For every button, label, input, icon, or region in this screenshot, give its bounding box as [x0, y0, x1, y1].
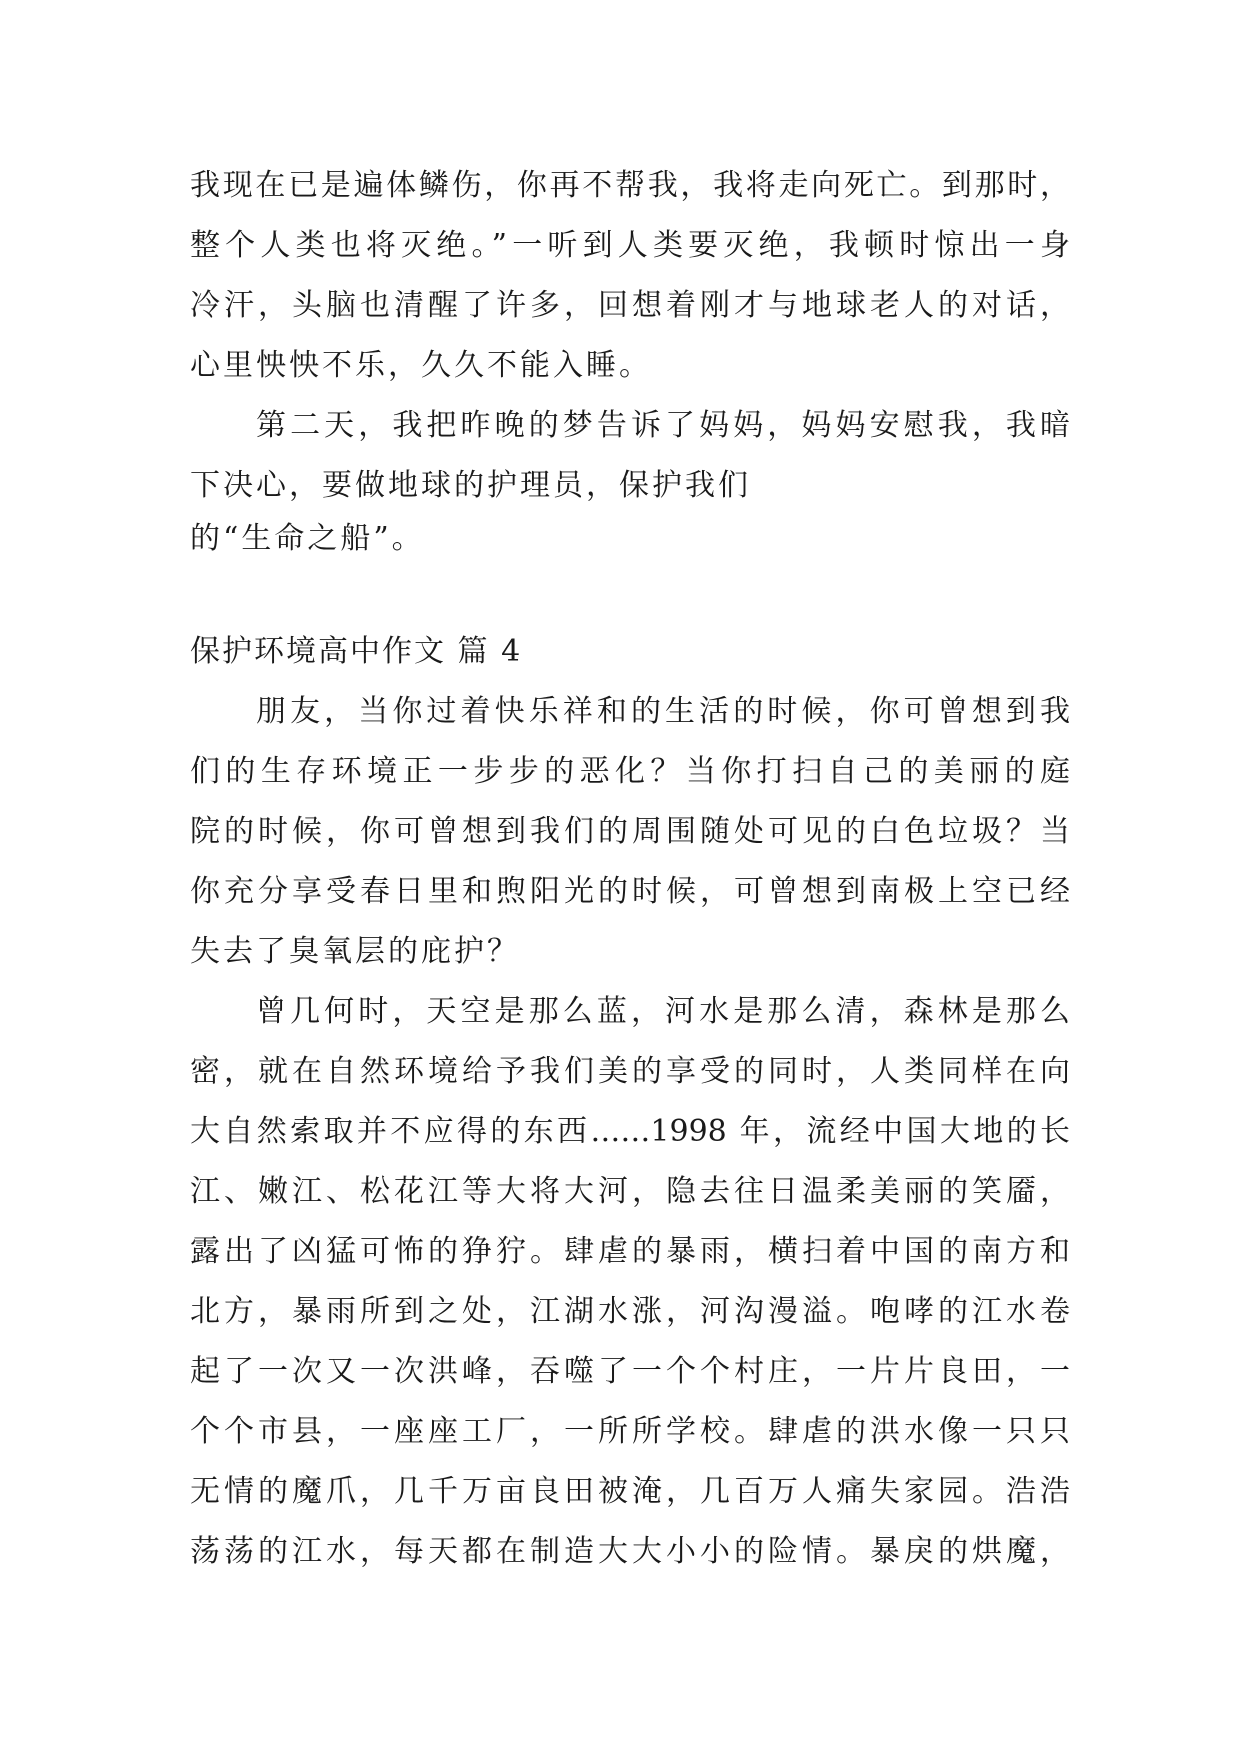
paragraph-line: 冷汗，头脑也清醒了许多，回想着刚才与地球老人的对话，: [190, 288, 1070, 323]
paragraph-line: 院的时候，你可曾想到我们的周围随处可见的白色垃圾？当: [190, 814, 1070, 849]
paragraph-line: 我现在已是遍体鳞伤，你再不帮我，我将走向死亡。到那时，: [190, 168, 1070, 203]
paragraph-line: 江、嫩江、松花江等大将大河，隐去往日温柔美丽的笑靥，: [190, 1174, 1070, 1209]
paragraph-line: 朋友，当你过着快乐祥和的生活的时候，你可曾想到我: [256, 694, 1070, 729]
section-heading: 保护环境高中作文 篇 4: [190, 634, 523, 669]
paragraph-line: 个个市县，一座座工厂，一所所学校。肆虐的洪水像一只只: [190, 1414, 1070, 1449]
paragraph-line: 荡荡的江水，每天都在制造大大小小的险情。暴戾的烘魔，: [190, 1534, 1070, 1569]
paragraph-line: 大自然索取并不应得的东西……1998 年，流经中国大地的长: [190, 1114, 1070, 1149]
paragraph-line: 第二天，我把昨晚的梦告诉了妈妈，妈妈安慰我，我暗: [256, 408, 1070, 443]
paragraph-line: 们的生存环境正一步步的恶化？当你打扫自己的美丽的庭: [190, 754, 1070, 789]
paragraph-line: 失去了臭氧层的庇护？: [190, 934, 520, 969]
paragraph-line: 北方，暴雨所到之处，江湖水涨，河沟漫溢。咆哮的江水卷: [190, 1294, 1070, 1329]
paragraph-line: 密，就在自然环境给予我们美的享受的同时，人类同样在向: [190, 1054, 1070, 1089]
paragraph-line: 整个人类也将灭绝。”一听到人类要灭绝，我顿时惊出一身: [190, 228, 1070, 263]
paragraph-line: 无情的魔爪，几千万亩良田被淹，几百万人痛失家园。浩浩: [190, 1474, 1070, 1509]
paragraph-line: 心里怏怏不乐，久久不能入睡。: [190, 348, 652, 383]
paragraph-line: 你充分享受春日里和煦阳光的时候，可曾想到南极上空已经: [190, 874, 1070, 909]
paragraph-line: 露出了凶猛可怖的狰狞。肆虐的暴雨，横扫着中国的南方和: [190, 1234, 1070, 1269]
paragraph-line: 下决心，要做地球的护理员，保护我们: [190, 468, 751, 503]
paragraph-line: 的“生命之船”。: [190, 521, 425, 556]
paragraph-line: 起了一次又一次洪峰，吞噬了一个个村庄，一片片良田，一: [190, 1354, 1070, 1389]
paragraph-line: 曾几何时，天空是那么蓝，河水是那么清，森林是那么: [256, 994, 1070, 1029]
